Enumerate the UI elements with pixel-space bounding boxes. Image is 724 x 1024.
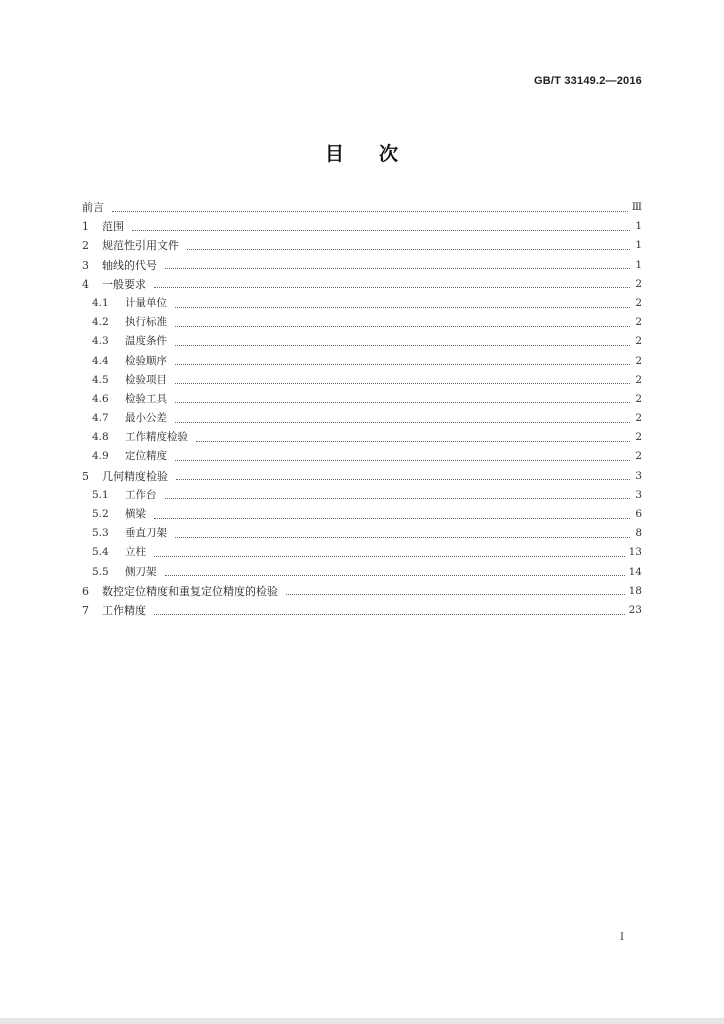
- toc-entry[interactable]: [82, 543, 642, 562]
- toc-entry-title: 温度条件: [125, 335, 167, 348]
- toc-entry-title: 检验顺序: [125, 354, 167, 367]
- toc-leader-dots: [175, 306, 630, 308]
- toc-leader-dots: [176, 478, 630, 480]
- toc-entry-number: 5.4: [92, 546, 109, 559]
- toc-entry-number: 5: [82, 469, 89, 483]
- toc-entry-title: 横梁: [125, 508, 146, 520]
- bottom-edge: [0, 1018, 724, 1024]
- toc-entry[interactable]: [82, 256, 642, 275]
- toc-entry-page: 1: [635, 220, 642, 233]
- toc-leader-dots: [187, 248, 630, 250]
- toc-entry-title: 最小公差: [125, 412, 167, 425]
- toc-leader-dots: [154, 555, 625, 557]
- toc-entry-title: 数控定位精度和重复定位精度的检验: [102, 584, 278, 598]
- toc-entry-page: 14: [628, 565, 642, 578]
- toc-entry-page: 2: [635, 392, 642, 405]
- toc-entry-page: 6: [635, 508, 642, 520]
- toc-leader-dots: [175, 382, 630, 384]
- toc-entry-page: 2: [635, 316, 642, 329]
- title-char-1: 目: [324, 143, 345, 165]
- toc-leader-dots: [175, 344, 630, 346]
- toc-entry-number: 4.9: [92, 450, 109, 463]
- toc-entry-number: 4.4: [92, 354, 109, 367]
- toc-leader-dots: [154, 286, 630, 288]
- toc-entry-number: 4.1: [92, 296, 109, 309]
- toc-entry[interactable]: [82, 313, 642, 332]
- toc-entry[interactable]: [82, 332, 642, 351]
- toc-leader-dots: [165, 267, 630, 269]
- toc-entry-title: 工作台: [125, 488, 157, 501]
- toc-entry-page: 2: [635, 450, 642, 463]
- toc-entry-title: 计量单位: [125, 296, 167, 309]
- toc-entry[interactable]: [82, 352, 642, 371]
- toc-entry[interactable]: [82, 601, 642, 620]
- toc-entry-title: 检验工具: [125, 392, 167, 405]
- toc-entry-page: 2: [635, 431, 642, 444]
- title-char-2: 次: [379, 143, 400, 165]
- toc-entry[interactable]: [82, 447, 642, 466]
- toc-entry-title: 立柱: [125, 546, 146, 559]
- toc-entry-page: 2: [635, 412, 642, 425]
- toc-entry[interactable]: [82, 217, 642, 236]
- toc-entry-title: 工作精度: [102, 603, 146, 617]
- toc-entry-number: 4.7: [92, 412, 109, 425]
- toc-entry-title: 执行标准: [125, 316, 167, 329]
- toc-entry[interactable]: [82, 409, 642, 428]
- toc-leader-dots: [175, 459, 630, 461]
- toc-entry-page: Ⅲ: [631, 201, 642, 213]
- toc-entry-title: 几何精度检验: [102, 469, 168, 483]
- toc-entry-page: 2: [635, 354, 642, 367]
- toc-entry-title: 垂直刀架: [125, 527, 167, 540]
- toc-leader-dots: [175, 401, 630, 403]
- toc-entry-number: 4: [82, 277, 89, 291]
- toc-entry-page: 23: [628, 603, 642, 616]
- toc-entry[interactable]: [82, 236, 642, 255]
- toc-entry-page: 2: [635, 373, 642, 386]
- toc-entry-number: 5.3: [92, 527, 109, 540]
- toc-entry[interactable]: [82, 486, 642, 505]
- toc-entry-title: 检验项目: [125, 373, 167, 386]
- toc-entry-title: 前言: [82, 201, 104, 214]
- toc-entry[interactable]: [82, 371, 642, 390]
- toc-entry[interactable]: [82, 467, 642, 486]
- toc-entry-number: 4.8: [92, 431, 109, 444]
- toc-entry-number: 7: [82, 603, 89, 617]
- toc-entry[interactable]: [82, 390, 642, 409]
- toc-leader-dots: [154, 517, 630, 519]
- toc-leader-dots: [165, 497, 631, 499]
- toc-leader-dots: [112, 210, 628, 212]
- toc-entry-page: 2: [635, 296, 642, 309]
- toc-entry-title: 侧刀架: [125, 565, 157, 578]
- toc-entry[interactable]: [82, 505, 642, 524]
- toc-entry-page: 3: [635, 488, 642, 501]
- toc-entry[interactable]: [82, 294, 642, 313]
- toc-entry-number: 4.5: [92, 373, 109, 386]
- toc-entry-page: 1: [635, 239, 642, 252]
- toc-leader-dots: [175, 325, 630, 327]
- toc-entry-number: 4.3: [92, 335, 109, 348]
- page-title: [0, 139, 724, 166]
- toc-entry-number: 5.5: [92, 565, 109, 578]
- toc-leader-dots: [286, 593, 625, 595]
- toc-entry-title: 工作精度检验: [125, 431, 188, 444]
- toc-leader-dots: [175, 363, 630, 365]
- toc-entry-number: 5.2: [92, 508, 109, 520]
- toc-entry-page: 8: [635, 527, 642, 540]
- toc-entry[interactable]: [82, 275, 642, 294]
- toc-entry-number: 2: [82, 239, 89, 253]
- toc-entry-page: 2: [635, 335, 642, 348]
- toc-entry-page: 1: [635, 258, 642, 271]
- toc-entry-number: 4.6: [92, 392, 109, 405]
- toc-entry-title: 范围: [102, 220, 124, 234]
- toc-entry[interactable]: [82, 563, 642, 582]
- toc-entry[interactable]: [82, 524, 642, 543]
- standard-code: GB/T 33149.2—2016: [534, 75, 642, 87]
- toc-entry-number: 5.1: [92, 488, 109, 501]
- page-number: I: [620, 932, 624, 943]
- toc-entry[interactable]: [82, 198, 642, 217]
- table-of-contents: [82, 198, 642, 620]
- toc-entry-number: 6: [82, 584, 89, 598]
- toc-entry-title: 定位精度: [125, 450, 167, 463]
- toc-entry-page: 2: [635, 277, 642, 290]
- toc-leader-dots: [175, 421, 630, 423]
- toc-leader-dots: [196, 440, 630, 442]
- toc-entry[interactable]: [82, 582, 642, 601]
- toc-entry-title: 一般要求: [102, 277, 146, 291]
- toc-entry-title: 规范性引用文件: [102, 239, 179, 253]
- toc-entry-number: 3: [82, 258, 89, 272]
- toc-entry-number: 1: [82, 220, 89, 234]
- toc-leader-dots: [165, 574, 625, 576]
- toc-leader-dots: [132, 229, 630, 231]
- toc-entry-page: 13: [628, 546, 642, 559]
- toc-leader-dots: [154, 613, 625, 615]
- toc-leader-dots: [175, 536, 630, 538]
- toc-entry[interactable]: [82, 428, 642, 447]
- toc-entry-page: 18: [628, 584, 642, 597]
- toc-entry-title: 轴线的代号: [102, 258, 157, 272]
- toc-entry-page: 3: [635, 469, 642, 482]
- toc-entry-number: 4.2: [92, 316, 109, 329]
